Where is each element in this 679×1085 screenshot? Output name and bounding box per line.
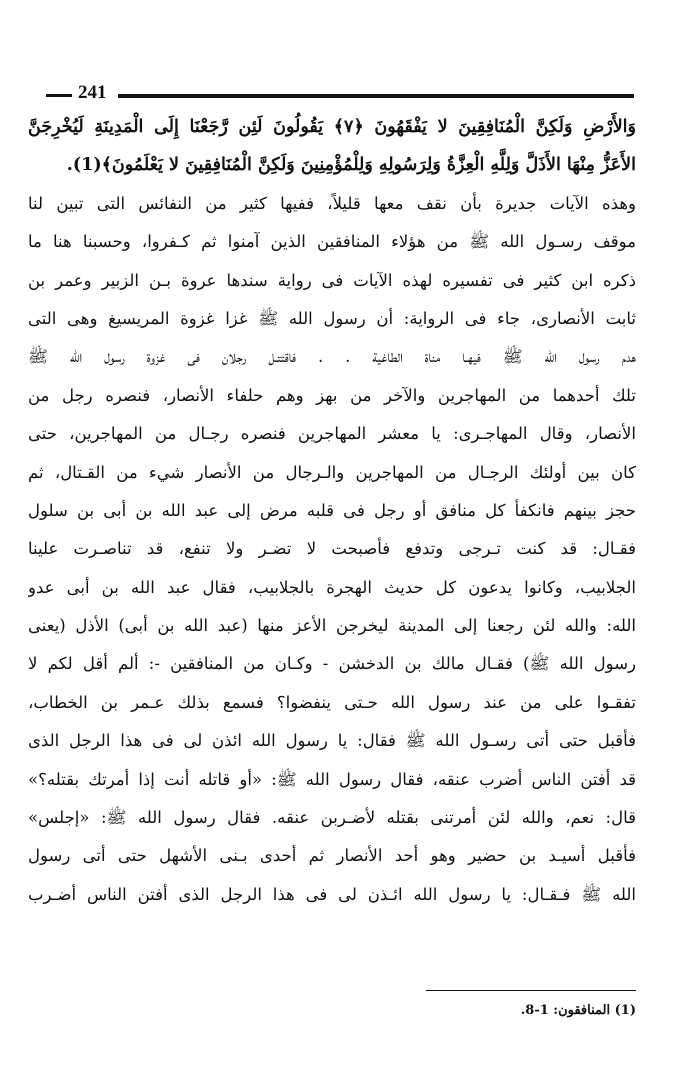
text-line: كان بين أولئك الرجـال من المهاجرين والـرجال من الأنصار شيء من القـتال، ثم [28, 462, 636, 482]
body-text [28, 108, 636, 914]
text-line: ثابت الأنصارى، جاء فى الرواية: أن رسول الله ﷺ غزا غزوة المريسيغ وهى التى [28, 308, 636, 328]
text-line: ذكره ابن كثير فى تفسيره لهذه الآيات فى رواية سندها عروة بـن الزبير وعمر بن [28, 270, 636, 290]
footnote: (1) المنافقون: 1-8. [520, 1003, 636, 1018]
text-line: فأقبل أسيـد بن حضير وهو أحد الأنصار ثم أحدى بـنى الأشهل حتى أتى رسول [28, 846, 636, 866]
page-header [46, 78, 634, 108]
text-line: الأنصار، وقال المهاجـرى: يا معشر المهاجرين فنصره رجـال من المهاجرين، حتى [28, 424, 636, 444]
text-line: فقـال: قد كنت تـرجى وتدفع فأصبحت لا تضـر ولا تنفع، قد تناصـرت علينا [28, 539, 636, 559]
header-rule-right [118, 94, 634, 98]
text-line: حجز بينهم فانكفأ كل منافق أو رجل فى قلبه مرض إلى عبد الله بن أبى بن سلول [28, 500, 636, 520]
text-line: تلك أحدهما من المهاجرين والآخر من بهز وهم حلفاء الأنصار، فنصره رجل من [28, 385, 636, 405]
text-line: الله: والله لئن رجعنا إلى المدينة ليخرجن الأعز منها (عبد الله بن أبى) الأذل (يعنى [28, 616, 636, 636]
text-line: قال: نعم، والله لئن أمرتنى بقتله لأضـربن عنقه. فقال رسول الله ﷺ: «إجلس» [28, 808, 636, 828]
text-line: رسول الله ﷺ) فقـال مالك بن الدخشن - وكـان من المنافقين -: ألم أقل لكم لا [28, 654, 636, 674]
page-number: 241 [78, 82, 107, 103]
text-line: فأقبل حتى أتى رسـول الله ﷺ فقال: يا رسول الله ائذن لى فى هذا الرجل الذى [28, 731, 636, 751]
text-line: موقف رسـول الله ﷺ من هؤلاء المنافقين الذين آمنوا ثم كـفروا، وحسبنا هنا ما [28, 232, 636, 252]
header-rule-left [46, 94, 72, 97]
text-line: تفقـوا على من عند رسول الله حـتى ينفضوا؟ فسمع بذلك عـمر بن الخطاب، [28, 692, 636, 712]
text-line: الجلابيب، وكانوا يدعون كل حديث الهجرة بالجلابيب، فقال عبد الله بن أبى عدو [28, 577, 636, 597]
quran-verse-line: وَالأَرْضِ وَلَكِنَّ الْمُنَافِقِينَ لا يَفْقَهُونَ ﴿٧﴾ يَقُولُونَ لَئِن رَّجَعْنَا إِلَى الْمَدِينَةِ لَيُخْرِجَنَّ [28, 117, 636, 137]
footnote-divider [426, 990, 636, 991]
text-line: قد أفتن الناس أضرب عنقه، فقال رسول الله ﷺ: «أو قاتله أنت إذا أمرتك بقتله؟» [28, 769, 636, 789]
text-line: هدم رسول الله ﷺ فيهـا مناة الطاغية . . فاقتتـل رجلان فى غزوة رسول الله ﷺ [28, 347, 636, 367]
text-line: الله ﷺ فـقـال: يا رسول الله ائـذن لى فى هذا الرجل الذى أفتن الناس أضـرب [28, 884, 636, 904]
text-line: وهذه الآيات جديرة بأن نقف معها قليلاً، ففيها كثير من النفائس التى تبين لنا [28, 193, 636, 213]
quran-verse-line: الأَعَزُّ مِنْهَا الأَذَلَّ وَلِلَّهِ الْعِزَّةُ وَلِرَسُولِهِ وَلِلْمُؤْمِنِينَ وَلَكِنَّ الْمُنَافِقِينَ لا يَعْلَمُونَ﴾(1). [66, 155, 636, 176]
